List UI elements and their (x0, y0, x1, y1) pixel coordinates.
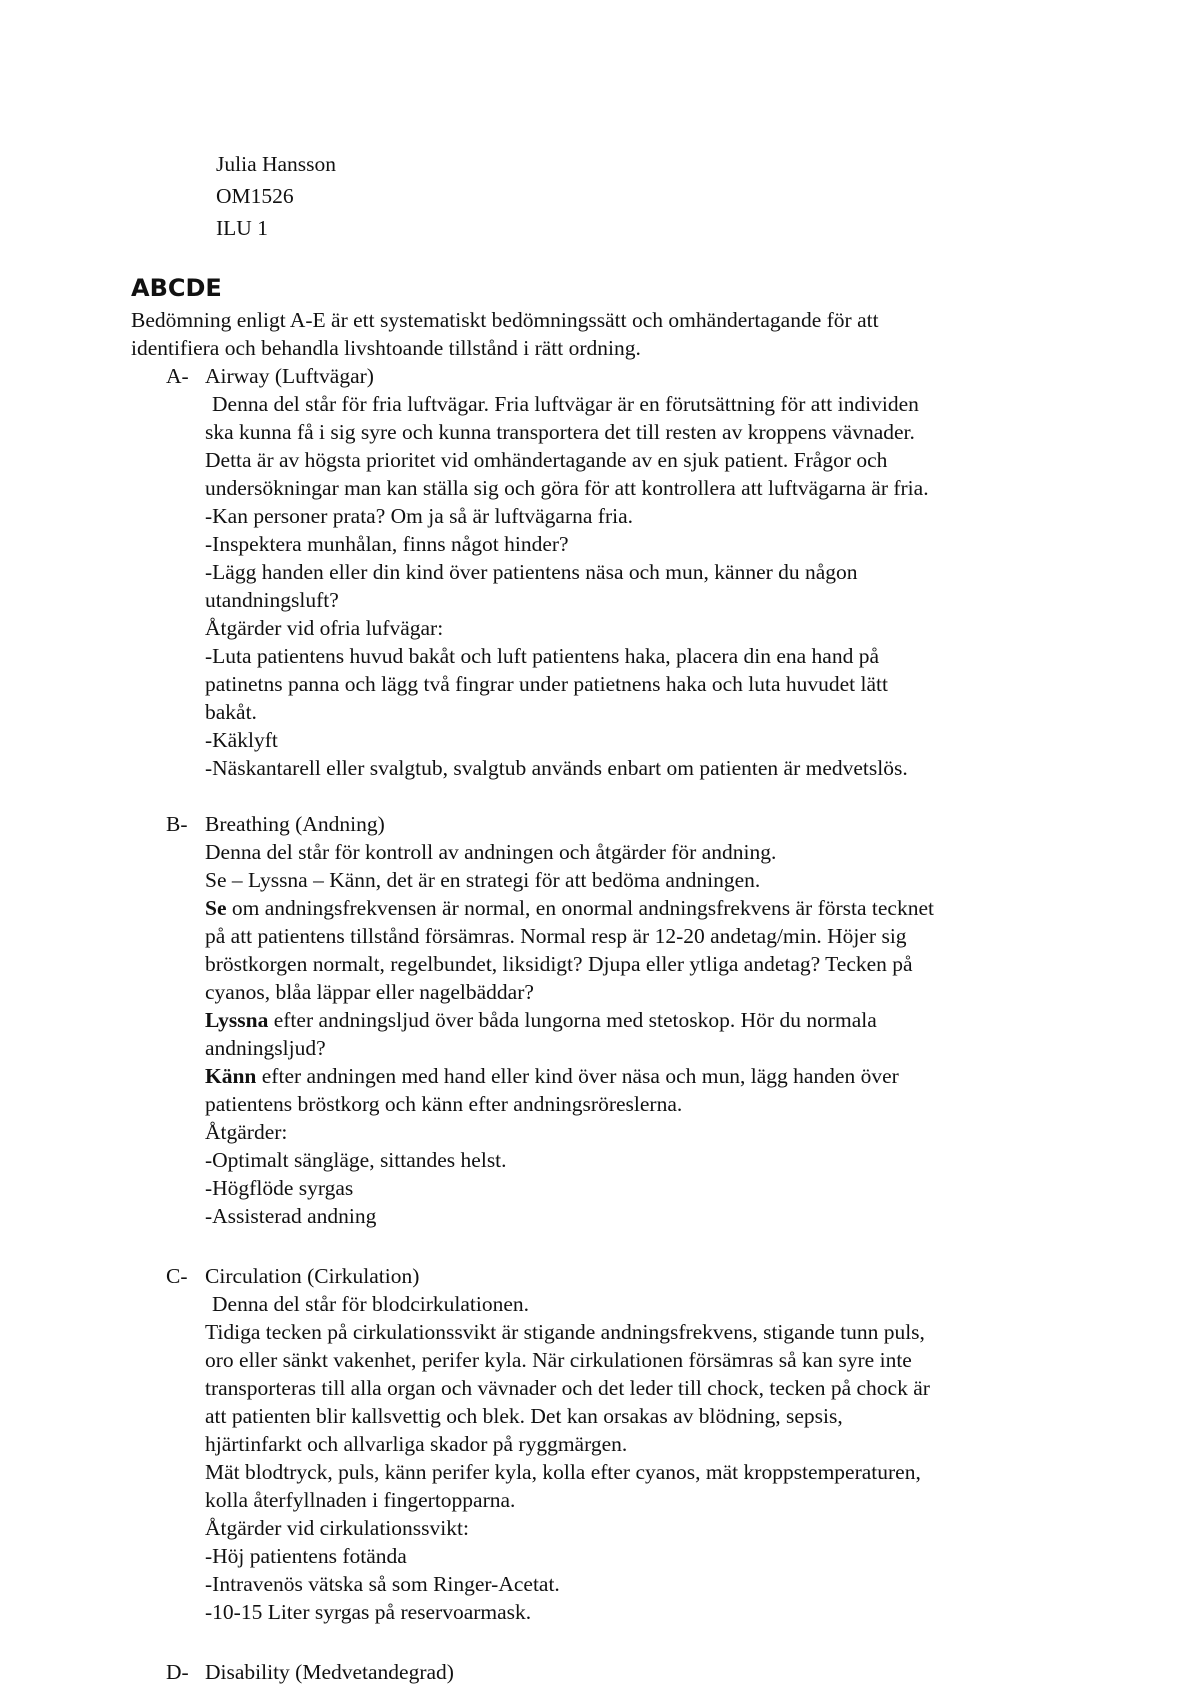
body-text: om andningsfrekvensen är normal, en onormal andningsfrekvens är första tecknet (226, 896, 934, 920)
section-heading (166, 362, 374, 390)
body-line (205, 1062, 1045, 1090)
section-letter: C- (166, 1264, 188, 1288)
body-line: -Optimalt sängläge, sittandes helst. (205, 1148, 507, 1172)
body-line: -Kan personer prata? Om ja så är luftvägarna fria. (205, 504, 633, 528)
section-body (205, 390, 1045, 782)
body-line: hjärtinfarkt och allvarliga skador på ryggmärgen. (205, 1432, 628, 1456)
section-body (205, 1290, 1045, 1626)
body-text: efter andningsljud över båda lungorna med stetoskop. Hör du normala (268, 1008, 877, 1032)
bold-term-lyssna: Lyssna (205, 1008, 269, 1032)
body-line: Denna del står för fria luftvägar. Fria luftvägar är en förutsättning för att individen (212, 392, 919, 416)
section-title: Airway (Luftvägar) (205, 364, 374, 388)
body-line: Åtgärder: (205, 1120, 288, 1144)
body-line: Åtgärder vid cirkulationssvikt: (205, 1516, 469, 1540)
intro-line: identifiera och behandla livshtoande tillstånd i rätt ordning. (131, 336, 641, 360)
body-line: -Luta patientens huvud bakåt och luft patientens haka, placera din ena hand på (205, 644, 880, 668)
author-name: Julia Hansson (216, 152, 337, 176)
body-line: patientens bröstkorg och känn efter andningsröreslerna. (205, 1092, 683, 1116)
section-title: Circulation (Cirkulation) (205, 1264, 420, 1288)
section-letter: D- (166, 1660, 189, 1684)
body-line: patinetns panna och lägg två fingrar under patietnens haka och luta huvudet lätt (205, 672, 888, 696)
intro-line: Bedömning enligt A-E är ett systematiskt bedömningssätt och omhändertagande för att (131, 308, 879, 332)
section-title: Disability (Medvetandegrad) (205, 1660, 454, 1684)
document-title: ABCDE (131, 274, 222, 302)
section-title: Breathing (Andning) (205, 812, 385, 836)
body-line: transporteras till alla organ och vävnader och det leder till chock, tecken på chock är (205, 1376, 930, 1400)
body-line: Åtgärder vid ofria lufvägar: (205, 616, 444, 640)
body-line: -Lägg handen eller din kind över patientens näsa och mun, känner du någon (205, 560, 858, 584)
body-line (205, 894, 1045, 922)
section-heading (166, 1262, 419, 1290)
body-line: på att patientens tillstånd försämras. Normal resp är 12-20 andetag/min. Höjer sig (205, 924, 907, 948)
body-line: -Käklyft (205, 728, 278, 752)
body-line: -10-15 Liter syrgas på reservoarmask. (205, 1600, 532, 1624)
course-code: ILU 1 (216, 216, 268, 240)
body-line: -Inspektera munhålan, finns något hinder? (205, 532, 569, 556)
section-heading (166, 810, 385, 838)
body-line: ska kunna få i sig syre och kunna transportera det till resten av kroppens vävnader. (205, 420, 915, 444)
body-line: -Näskantarell eller svalgtub, svalgtub används enbart om patienten är medvetslös. (205, 756, 908, 780)
section-letter: A- (166, 364, 189, 388)
section-heading (166, 1658, 454, 1686)
body-line: -Högflöde syrgas (205, 1176, 354, 1200)
body-line: Denna del står för blodcirkulationen. (212, 1292, 530, 1316)
body-line: -Höj patientens fotända (205, 1544, 407, 1568)
body-line: -Assisterad andning (205, 1204, 377, 1228)
bold-term-se: Se (205, 896, 227, 920)
body-line: undersökningar man kan ställa sig och göra för att kontrollera att luftvägarna är fria. (205, 476, 929, 500)
body-line: Detta är av högsta prioritet vid omhändertagande av en sjuk patient. Frågor och (205, 448, 888, 472)
body-line: att patienten blir kallsvettig och blek. Det kan orsakas av blödning, sepsis, (205, 1404, 843, 1428)
body-line: Tidiga tecken på cirkulationssvikt är stigande andningsfrekvens, stigande tunn puls, (205, 1320, 925, 1344)
bold-term-kann: Känn (205, 1064, 257, 1088)
author-block (216, 148, 336, 244)
intro-paragraph (131, 306, 1031, 362)
body-line: oro eller sänkt vakenhet, perifer kyla. När cirkulationen försämras så kan syre inte (205, 1348, 912, 1372)
body-line: kolla återfyllnaden i fingertopparna. (205, 1488, 516, 1512)
body-line: cyanos, blåa läppar eller nagelbäddar? (205, 980, 534, 1004)
body-line: Se – Lyssna – Känn, det är en strategi för att bedöma andningen. (205, 868, 761, 892)
body-line: bröstkorgen normalt, regelbundet, liksidigt? Djupa eller ytliga andetag? Tecken på (205, 952, 913, 976)
body-line: andningsljud? (205, 1036, 326, 1060)
student-code: OM1526 (216, 184, 294, 208)
body-line: bakåt. (205, 700, 257, 724)
section-letter: B- (166, 812, 188, 836)
body-text: efter andningen med hand eller kind över näsa och mun, lägg handen över (256, 1064, 899, 1088)
body-line (205, 1006, 1045, 1034)
body-line: utandningsluft? (205, 588, 339, 612)
body-line: Mät blodtryck, puls, känn perifer kyla, kolla efter cyanos, mät kroppstemperaturen, (205, 1460, 921, 1484)
body-line: -Intravenös vätska så som Ringer-Acetat. (205, 1572, 560, 1596)
body-line: Denna del står för kontroll av andningen och åtgärder för andning. (205, 840, 777, 864)
section-body (205, 838, 1045, 1230)
